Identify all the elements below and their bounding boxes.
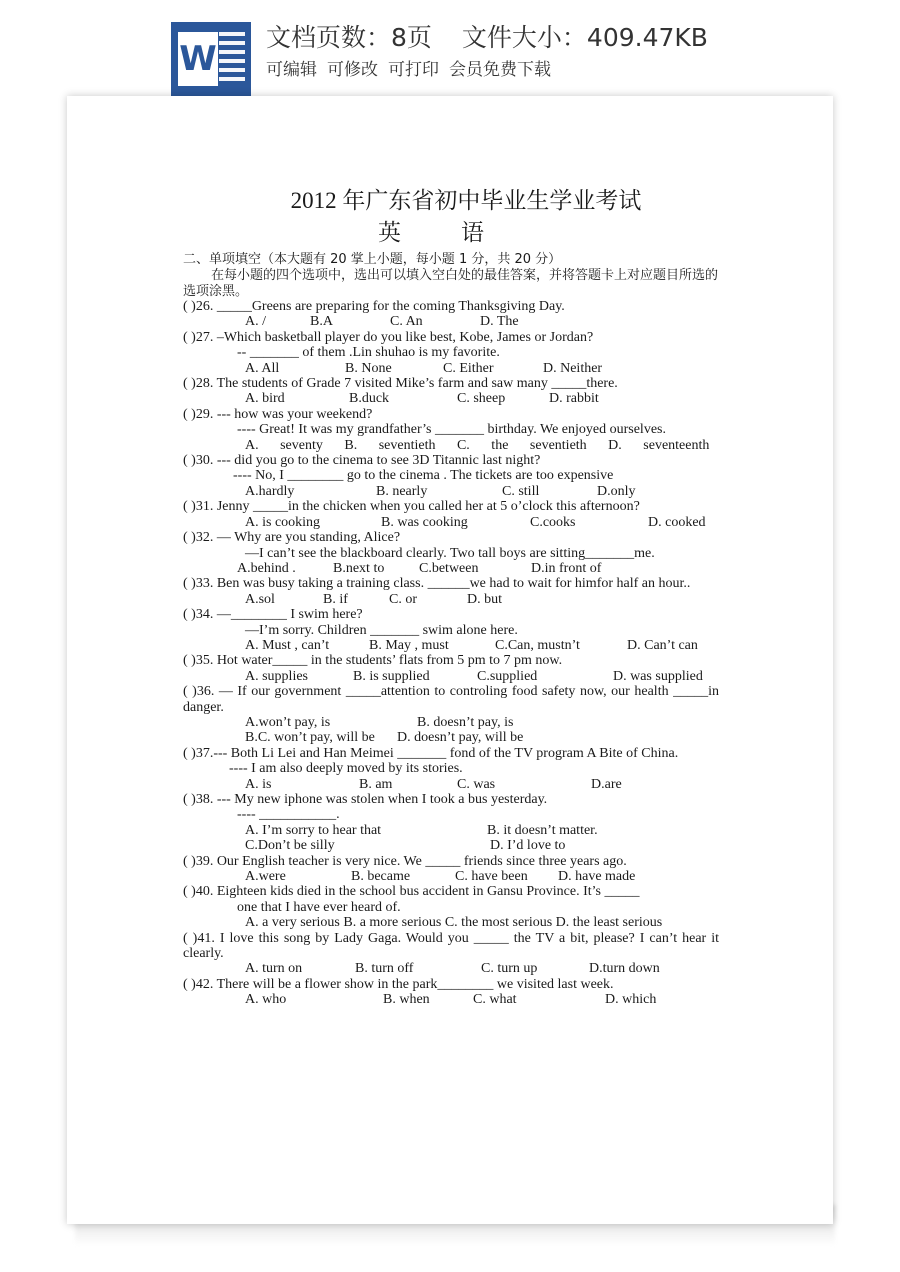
question-32-reply: —I can’t see the blackboard clearly. Two tall boys are sitting_______me. bbox=[245, 545, 655, 561]
question-38: ( )38. --- My new iphone was stolen when I took a bus yesterday. bbox=[183, 792, 548, 807]
question-26: ( )26. _____Greens are preparing for the coming Thanksgiving Day. bbox=[183, 299, 565, 314]
option: C.cooks bbox=[530, 514, 576, 530]
question-36: ( )36. — If our government _____attention to controling food safety now, our health _____in danger. bbox=[183, 684, 719, 715]
option: A. who bbox=[245, 992, 287, 1008]
question-33: ( )33. Ben was busy taking a training class. ______we had to wait for himfor half an hour.. bbox=[183, 576, 691, 592]
file-size-label: 文件大小：409.47KB bbox=[461, 23, 708, 52]
question-30: ( )30. --- did you go to the cinema to see 3D Titannic last night? bbox=[183, 453, 541, 469]
option: B.C. won’t pay, will be bbox=[245, 730, 375, 746]
option: B. turn off bbox=[355, 961, 414, 977]
option: A. All bbox=[245, 360, 280, 376]
option: C. was bbox=[457, 776, 496, 792]
option: A. bird bbox=[245, 391, 285, 407]
question-34: ( )34. —________ I swim here? bbox=[183, 607, 363, 623]
option: D. Neither bbox=[543, 360, 603, 376]
question-35: ( )35. Hot water_____ in the students’ flats from 5 pm to 7 pm now. bbox=[183, 653, 563, 669]
options-28 bbox=[183, 391, 719, 406]
section-instructions: 在每小题的四个选项中，选出可以填入空白处的最佳答案，并将答题卡上对应题目所选的选项涂黑。 bbox=[183, 268, 719, 299]
option: C.Don’t be silly bbox=[245, 838, 335, 854]
option: A.sol bbox=[245, 591, 275, 607]
options-36-row1 bbox=[183, 715, 719, 730]
options-41 bbox=[183, 961, 719, 976]
exam-subject: 英语 bbox=[378, 220, 544, 245]
exam-title: 2012 年广东省初中毕业生学业考试 bbox=[290, 188, 642, 213]
word-icon-letter: W bbox=[178, 32, 218, 86]
question-27-reply: -- _______ of them .Lin shuhao is my favorite. bbox=[237, 345, 500, 361]
question-31: ( )31. Jenny _____in the chicken when you called her at 5 o’clock this afternoon? bbox=[183, 499, 640, 515]
option: C.supplied bbox=[477, 668, 538, 684]
option: D. rabbit bbox=[549, 391, 599, 407]
option: A. I’m sorry to hear that bbox=[245, 822, 382, 838]
option: B.A bbox=[310, 314, 333, 330]
question-37-reply: ---- I am also deeply moved by its stories. bbox=[229, 761, 463, 777]
option: D.turn down bbox=[589, 961, 660, 977]
option: D. have made bbox=[558, 869, 636, 885]
option: B. May , must bbox=[369, 637, 449, 653]
question-37: ( )37.--- Both Li Lei and Han Meimei _______ fond of the TV program A Bite of China. bbox=[183, 745, 679, 761]
question-27: ( )27. –Which basketball player do you like best, Kobe, James or Jordan? bbox=[183, 329, 594, 345]
options-33 bbox=[183, 592, 719, 607]
option: C. Either bbox=[443, 360, 494, 376]
options-27 bbox=[183, 361, 719, 376]
option: A. is bbox=[245, 776, 272, 792]
option: A.hardly bbox=[245, 483, 295, 499]
page-count-label: 文档页数：8页 bbox=[266, 23, 432, 52]
word-document-icon bbox=[171, 22, 251, 96]
question-32: ( )32. — Why are you standing, Alice? bbox=[183, 530, 401, 546]
option: B. am bbox=[359, 776, 393, 792]
feature-list bbox=[266, 55, 551, 80]
option: C.between bbox=[419, 560, 479, 576]
feature-modifiable: 可修改 bbox=[327, 60, 378, 80]
feature-member-download: 会员免费下载 bbox=[449, 60, 551, 80]
question-41: ( )41. I love this song by Lady Gaga. Would you _____ the TV a bit, please? I can’t hear it clearly. bbox=[183, 930, 719, 962]
question-40: ( )40. Eighteen kids died in the school bus accident in Gansu Province. It’s _____ bbox=[183, 884, 640, 900]
option: B. it doesn’t matter. bbox=[487, 822, 598, 838]
option: A. turn on bbox=[245, 961, 303, 977]
option: B. when bbox=[383, 992, 430, 1008]
options-34 bbox=[183, 638, 719, 653]
exam-content bbox=[183, 186, 719, 1008]
option: C.Can, mustn’t bbox=[495, 637, 580, 653]
option: C. sheep bbox=[457, 391, 506, 407]
options-32 bbox=[183, 561, 719, 576]
option: D.are bbox=[591, 776, 622, 792]
option: B. doesn’t pay, is bbox=[417, 714, 514, 730]
option: D. which bbox=[605, 992, 657, 1008]
question-30-reply: ---- No, I ________ go to the cinema . The tickets are too expensive bbox=[233, 468, 614, 484]
option: B. if bbox=[323, 591, 348, 607]
options-38-row1 bbox=[183, 823, 719, 838]
options-36-row2 bbox=[183, 730, 719, 745]
options-30 bbox=[183, 484, 719, 499]
option: D. but bbox=[467, 591, 502, 607]
word-icon-lines bbox=[219, 32, 245, 86]
option: C. what bbox=[473, 992, 517, 1008]
question-42: ( )42. There will be a flower show in the park________ we visited last week. bbox=[183, 976, 614, 992]
options-38-row2 bbox=[183, 838, 719, 853]
option: D. The bbox=[480, 314, 519, 330]
option: D.in front of bbox=[531, 560, 602, 576]
option: A.were bbox=[245, 869, 286, 885]
question-40-cont: one that I have ever heard of. bbox=[237, 899, 401, 915]
question-28: ( )28. The students of Grade 7 visited Mike’s farm and saw many _____there. bbox=[183, 376, 618, 392]
option: C. still bbox=[502, 483, 540, 499]
section-heading: 二、单项填空（本大题有 20 掌上小题，每小题 1 分，共 20 分） bbox=[183, 252, 562, 267]
options-39 bbox=[183, 869, 719, 884]
option: A.behind . bbox=[237, 560, 296, 576]
option: B. was cooking bbox=[381, 514, 468, 530]
options-26 bbox=[183, 314, 719, 329]
options-37 bbox=[183, 777, 719, 792]
option: C. or bbox=[389, 591, 417, 607]
option: C. have been bbox=[455, 869, 528, 885]
options-29: A. seventy B. seventieth C. the seventieth D. seventeenth bbox=[245, 437, 710, 453]
question-38-reply: ---- ___________. bbox=[237, 807, 340, 823]
option: B.next to bbox=[333, 560, 385, 576]
option: D. cooked bbox=[648, 514, 706, 530]
file-info-line bbox=[266, 18, 708, 54]
option: D. I’d love to bbox=[490, 838, 566, 854]
option: B. is supplied bbox=[353, 668, 430, 684]
options-42 bbox=[183, 992, 719, 1007]
options-31 bbox=[183, 515, 719, 530]
feature-printable: 可打印 bbox=[388, 60, 439, 80]
option: C. turn up bbox=[481, 961, 538, 977]
feature-editable: 可编辑 bbox=[266, 60, 317, 80]
options-40: A. a very serious B. a more serious C. the most serious D. the least serious bbox=[245, 915, 663, 931]
question-34-reply: —I’m sorry. Children _______ swim alone here. bbox=[245, 622, 518, 638]
option: A. supplies bbox=[245, 668, 308, 684]
option: B.duck bbox=[349, 391, 390, 407]
option: D. Can’t can bbox=[627, 637, 698, 653]
question-39: ( )39. Our English teacher is very nice. We _____ friends since three years ago. bbox=[183, 853, 627, 869]
option: B. nearly bbox=[376, 483, 428, 499]
question-29-reply: ---- Great! It was my grandfather’s _______ birthday. We enjoyed ourselves. bbox=[237, 422, 666, 438]
option: D.only bbox=[597, 483, 636, 499]
option: A. / bbox=[245, 314, 266, 330]
option: A. is cooking bbox=[245, 514, 321, 530]
option: D. was supplied bbox=[613, 668, 703, 684]
option: D. doesn’t pay, will be bbox=[397, 730, 524, 746]
option: A.won’t pay, is bbox=[245, 714, 331, 730]
download-header bbox=[0, 0, 900, 96]
option: B. None bbox=[345, 360, 392, 376]
option: A. Must , can’t bbox=[245, 637, 330, 653]
option: C. An bbox=[390, 314, 423, 330]
options-35 bbox=[183, 669, 719, 684]
question-29: ( )29. --- how was your weekend? bbox=[183, 406, 373, 422]
option: B. became bbox=[351, 869, 411, 885]
